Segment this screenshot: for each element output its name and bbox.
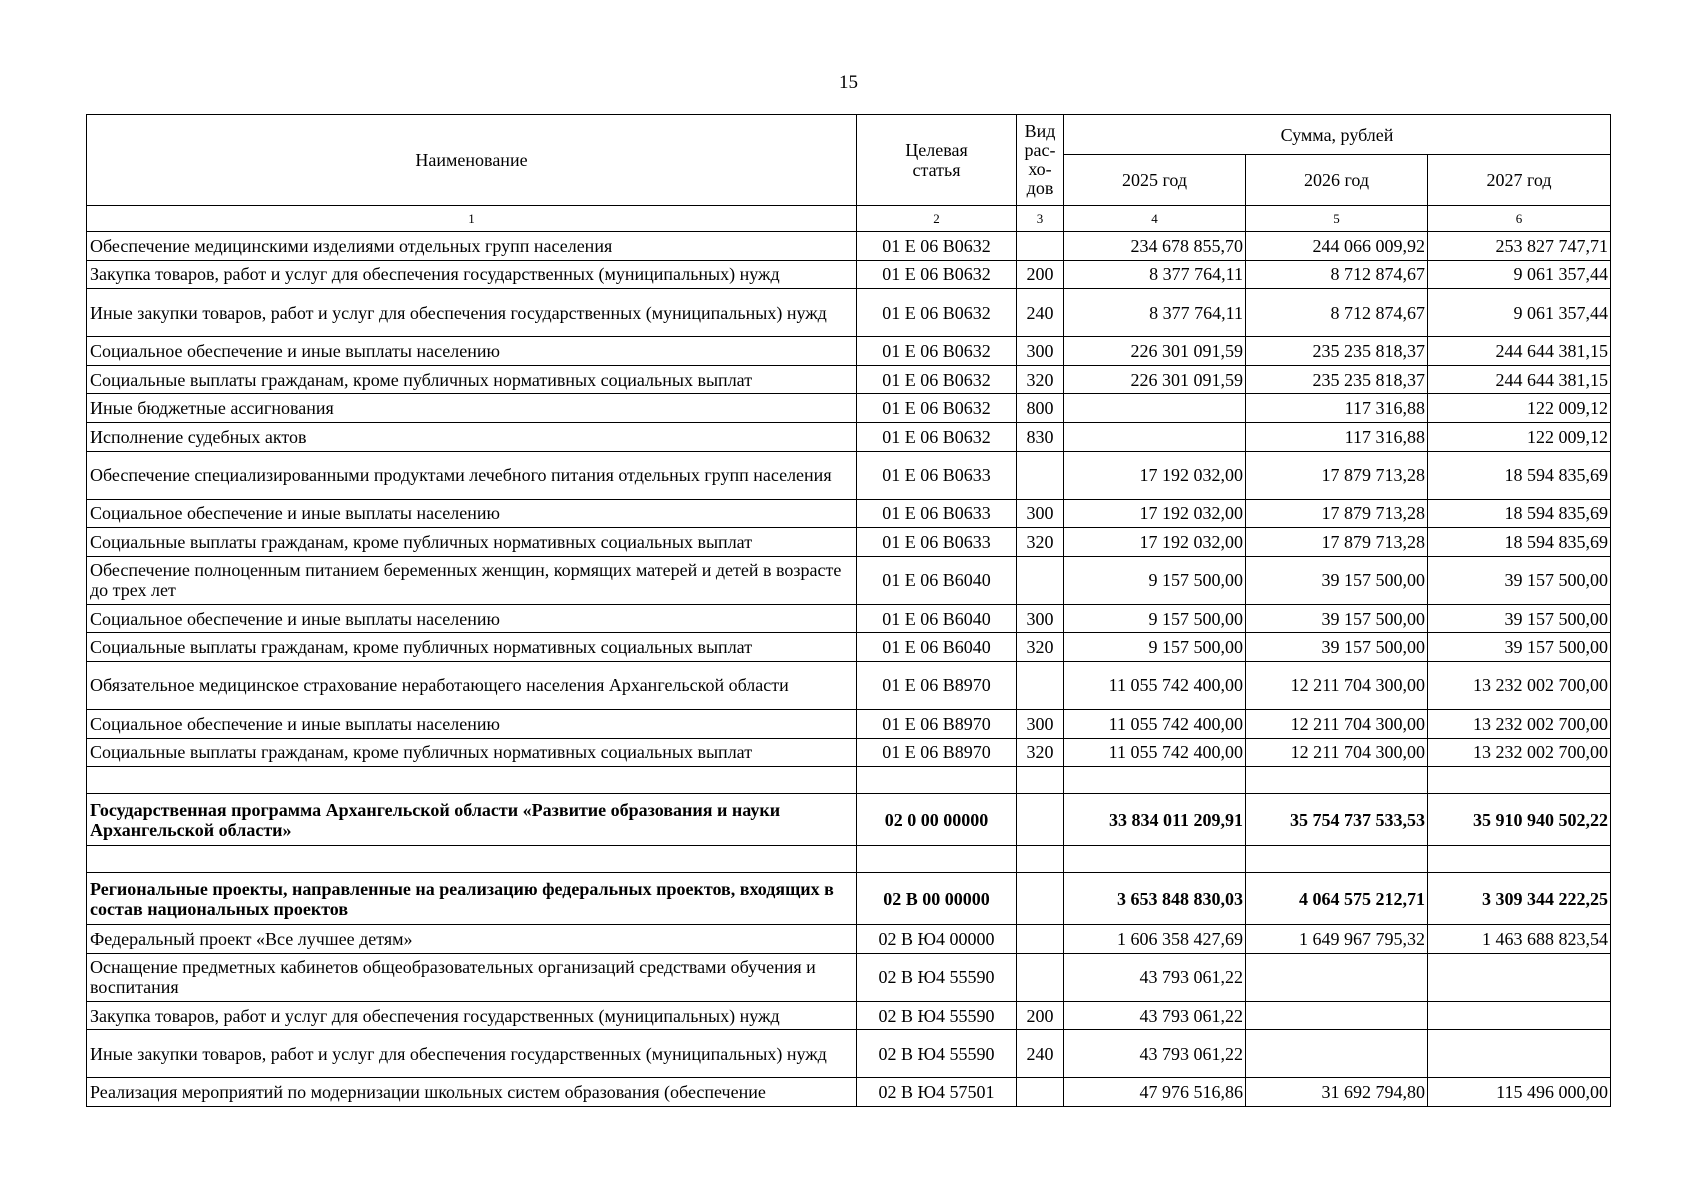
row-name: Социальное обеспечение и иные выплаты населению [87, 709, 857, 738]
row-target-code: 01 Е 06 В8970 [857, 738, 1017, 767]
row-sum-2027: 35 910 940 502,22 [1428, 794, 1611, 846]
row-sum-2027: 1 463 688 823,54 [1428, 925, 1611, 954]
row-target-code: 02 0 00 00000 [857, 794, 1017, 846]
row-expense-type: 800 [1017, 394, 1064, 423]
row-name: Обеспечение медицинскими изделиями отдельных групп населения [87, 232, 857, 261]
row-expense-type [1017, 232, 1064, 261]
table-row [87, 499, 1611, 528]
row-sum-2026: 39 157 500,00 [1246, 556, 1428, 604]
row-sum-2026: 12 211 704 300,00 [1246, 661, 1428, 709]
row-name: Социальные выплаты гражданам, кроме публичных нормативных социальных выплат [87, 633, 857, 662]
row-sum-2026: 17 879 713,28 [1246, 528, 1428, 557]
row-target-code: 01 Е 06 В0633 [857, 451, 1017, 499]
table-row [87, 794, 1611, 846]
row-name: Социальное обеспечение и иные выплаты населению [87, 499, 857, 528]
row-sum-2025: 8 377 764,11 [1064, 289, 1246, 337]
row-target-code: 01 Е 06 В0632 [857, 289, 1017, 337]
row-sum-2025 [1064, 422, 1246, 451]
row-name: Федеральный проект «Все лучшее детям» [87, 925, 857, 954]
header-target: Целевая статья [857, 115, 1017, 206]
row-expense-type: 830 [1017, 422, 1064, 451]
table-row [87, 232, 1611, 261]
row-expense-type: 240 [1017, 1030, 1064, 1078]
row-sum-2026: 8 712 874,67 [1246, 260, 1428, 289]
row-sum-2025: 8 377 764,11 [1064, 260, 1246, 289]
row-sum-2025: 9 157 500,00 [1064, 604, 1246, 633]
table-row [87, 451, 1611, 499]
row-name: Иные бюджетные ассигнования [87, 394, 857, 423]
budget-table [86, 114, 1611, 1107]
table-row [87, 846, 1611, 873]
row-expense-type: 320 [1017, 528, 1064, 557]
row-expense-type: 200 [1017, 1001, 1064, 1030]
row-sum-2027: 9 061 357,44 [1428, 289, 1611, 337]
row-expense-type [1017, 661, 1064, 709]
table-row [87, 633, 1611, 662]
row-sum-2027: 9 061 357,44 [1428, 260, 1611, 289]
row-sum-2027: 244 644 381,15 [1428, 337, 1611, 366]
row-sum-2025: 3 653 848 830,03 [1064, 873, 1246, 925]
row-expense-type: 320 [1017, 633, 1064, 662]
row-name: Региональные проекты, направленные на реализацию федеральных проектов, входящих в состав национальных проектов [87, 873, 857, 925]
row-sum-2025 [1064, 394, 1246, 423]
row-sum-2025: 1 606 358 427,69 [1064, 925, 1246, 954]
row-name: Обеспечение специализированными продуктами лечебного питания отдельных групп населения [87, 451, 857, 499]
row-sum-2025: 43 793 061,22 [1064, 1001, 1246, 1030]
row-sum-2025: 226 301 091,59 [1064, 365, 1246, 394]
row-sum-2027: 39 157 500,00 [1428, 633, 1611, 662]
row-sum-2026: 35 754 737 533,53 [1246, 794, 1428, 846]
table-row [87, 365, 1611, 394]
row-sum-2026: 12 211 704 300,00 [1246, 709, 1428, 738]
row-sum-2027 [1428, 1030, 1611, 1078]
row-expense-type [1017, 794, 1064, 846]
row-sum-2027: 18 594 835,69 [1428, 451, 1611, 499]
col-number: 5 [1246, 206, 1428, 232]
row-sum-2026 [1246, 767, 1428, 794]
row-target-code: 02 В Ю4 55590 [857, 953, 1017, 1001]
row-target-code: 01 Е 06 В6040 [857, 604, 1017, 633]
row-target-code: 01 Е 06 В0633 [857, 528, 1017, 557]
row-name: Обеспечение полноценным питанием беременных женщин, кормящих матерей и детей в возрасте до трех лет [87, 556, 857, 604]
row-name: Социальные выплаты гражданам, кроме публичных нормативных социальных выплат [87, 365, 857, 394]
table-row [87, 661, 1611, 709]
row-sum-2027: 122 009,12 [1428, 422, 1611, 451]
row-sum-2025: 11 055 742 400,00 [1064, 661, 1246, 709]
row-name [87, 846, 857, 873]
header-name: Наименование [87, 115, 857, 206]
row-sum-2025: 43 793 061,22 [1064, 953, 1246, 1001]
table-row [87, 289, 1611, 337]
row-name [87, 767, 857, 794]
row-sum-2026: 17 879 713,28 [1246, 451, 1428, 499]
row-target-code: 01 Е 06 В0632 [857, 394, 1017, 423]
row-sum-2027: 18 594 835,69 [1428, 499, 1611, 528]
row-name: Социальное обеспечение и иные выплаты населению [87, 604, 857, 633]
row-sum-2026: 4 064 575 212,71 [1246, 873, 1428, 925]
row-target-code: 01 Е 06 В0632 [857, 232, 1017, 261]
row-name: Обязательное медицинское страхование неработающего населения Архангельской области [87, 661, 857, 709]
row-target-code: 01 Е 06 В0633 [857, 499, 1017, 528]
row-sum-2027 [1428, 767, 1611, 794]
row-sum-2026 [1246, 1001, 1428, 1030]
table-row [87, 1001, 1611, 1030]
table-row [87, 1030, 1611, 1078]
row-name: Государственная программа Архангельской области «Развитие образования и науки Архангельской области» [87, 794, 857, 846]
col-number: 2 [857, 206, 1017, 232]
col-number: 3 [1017, 206, 1064, 232]
row-sum-2026: 1 649 967 795,32 [1246, 925, 1428, 954]
row-expense-type: 320 [1017, 365, 1064, 394]
row-sum-2027: 13 232 002 700,00 [1428, 709, 1611, 738]
table-row [87, 528, 1611, 557]
row-sum-2025: 9 157 500,00 [1064, 556, 1246, 604]
row-target-code: 01 Е 06 В0632 [857, 365, 1017, 394]
row-sum-2026 [1246, 953, 1428, 1001]
table-row [87, 873, 1611, 925]
row-sum-2027: 122 009,12 [1428, 394, 1611, 423]
row-sum-2026: 117 316,88 [1246, 394, 1428, 423]
header-sum: Сумма, рублей [1064, 115, 1611, 155]
row-name: Иные закупки товаров, работ и услуг для обеспечения государственных (муниципальных) нужд [87, 289, 857, 337]
row-name: Закупка товаров, работ и услуг для обеспечения государственных (муниципальных) нужд [87, 1001, 857, 1030]
row-sum-2025: 17 192 032,00 [1064, 499, 1246, 528]
row-sum-2025 [1064, 846, 1246, 873]
row-target-code: 02 В Ю4 55590 [857, 1001, 1017, 1030]
col-number: 4 [1064, 206, 1246, 232]
row-sum-2027: 244 644 381,15 [1428, 365, 1611, 394]
row-sum-2027: 39 157 500,00 [1428, 604, 1611, 633]
row-name: Иные закупки товаров, работ и услуг для обеспечения государственных (муниципальных) нужд [87, 1030, 857, 1078]
table-row [87, 767, 1611, 794]
row-sum-2025: 33 834 011 209,91 [1064, 794, 1246, 846]
row-target-code: 02 В Ю4 00000 [857, 925, 1017, 954]
row-target-code: 02 В 00 00000 [857, 873, 1017, 925]
row-sum-2025: 226 301 091,59 [1064, 337, 1246, 366]
header-2027: 2027 год [1428, 155, 1611, 206]
row-sum-2026: 39 157 500,00 [1246, 604, 1428, 633]
row-expense-type [1017, 767, 1064, 794]
table-row [87, 738, 1611, 767]
row-sum-2027 [1428, 953, 1611, 1001]
row-expense-type: 240 [1017, 289, 1064, 337]
row-target-code [857, 846, 1017, 873]
table-row [87, 556, 1611, 604]
row-expense-type [1017, 873, 1064, 925]
row-expense-type [1017, 846, 1064, 873]
row-target-code: 02 В Ю4 57501 [857, 1078, 1017, 1107]
table-row [87, 260, 1611, 289]
table-row [87, 925, 1611, 954]
row-target-code: 01 Е 06 В0632 [857, 337, 1017, 366]
row-sum-2026: 8 712 874,67 [1246, 289, 1428, 337]
row-name: Социальные выплаты гражданам, кроме публичных нормативных социальных выплат [87, 738, 857, 767]
row-target-code: 01 Е 06 В6040 [857, 633, 1017, 662]
row-sum-2026: 117 316,88 [1246, 422, 1428, 451]
row-sum-2027 [1428, 846, 1611, 873]
row-target-code [857, 767, 1017, 794]
table-row [87, 1078, 1611, 1107]
row-sum-2026: 235 235 818,37 [1246, 337, 1428, 366]
row-expense-type [1017, 451, 1064, 499]
row-expense-type [1017, 953, 1064, 1001]
row-sum-2025: 11 055 742 400,00 [1064, 738, 1246, 767]
table-row [87, 953, 1611, 1001]
page-number: 15 [839, 72, 858, 93]
col-number: 6 [1428, 206, 1611, 232]
row-expense-type: 300 [1017, 604, 1064, 633]
row-target-code: 01 Е 06 В8970 [857, 661, 1017, 709]
table-row [87, 422, 1611, 451]
table-row [87, 709, 1611, 738]
row-sum-2025: 17 192 032,00 [1064, 528, 1246, 557]
row-name: Закупка товаров, работ и услуг для обеспечения государственных (муниципальных) нужд [87, 260, 857, 289]
row-sum-2025 [1064, 767, 1246, 794]
row-sum-2027 [1428, 1001, 1611, 1030]
row-expense-type: 300 [1017, 499, 1064, 528]
row-target-code: 01 Е 06 В0632 [857, 422, 1017, 451]
row-sum-2025: 47 976 516,86 [1064, 1078, 1246, 1107]
table-row [87, 394, 1611, 423]
row-sum-2026: 39 157 500,00 [1246, 633, 1428, 662]
row-sum-2025: 234 678 855,70 [1064, 232, 1246, 261]
row-sum-2026: 244 066 009,92 [1246, 232, 1428, 261]
row-sum-2027: 115 496 000,00 [1428, 1078, 1611, 1107]
row-sum-2026 [1246, 846, 1428, 873]
row-expense-type [1017, 1078, 1064, 1107]
row-name: Реализация мероприятий по модернизации школьных систем образования (обеспечение [87, 1078, 857, 1107]
row-sum-2026: 31 692 794,80 [1246, 1078, 1428, 1107]
row-sum-2027: 13 232 002 700,00 [1428, 738, 1611, 767]
row-sum-2027: 3 309 344 222,25 [1428, 873, 1611, 925]
row-expense-type [1017, 556, 1064, 604]
row-sum-2026 [1246, 1030, 1428, 1078]
row-sum-2027: 13 232 002 700,00 [1428, 661, 1611, 709]
row-expense-type: 320 [1017, 738, 1064, 767]
table-row [87, 337, 1611, 366]
row-name: Социальные выплаты гражданам, кроме публичных нормативных социальных выплат [87, 528, 857, 557]
header-2026: 2026 год [1246, 155, 1428, 206]
row-sum-2026: 17 879 713,28 [1246, 499, 1428, 528]
row-expense-type: 300 [1017, 337, 1064, 366]
row-target-code: 01 Е 06 В0632 [857, 260, 1017, 289]
row-sum-2027: 253 827 747,71 [1428, 232, 1611, 261]
row-expense-type: 200 [1017, 260, 1064, 289]
row-name: Исполнение судебных актов [87, 422, 857, 451]
row-name: Оснащение предметных кабинетов общеобразовательных организаций средствами обучения и воспитания [87, 953, 857, 1001]
row-sum-2025: 11 055 742 400,00 [1064, 709, 1246, 738]
row-sum-2025: 43 793 061,22 [1064, 1030, 1246, 1078]
row-sum-2026: 12 211 704 300,00 [1246, 738, 1428, 767]
header-expense-type: Вид рас-хо-дов [1017, 115, 1064, 206]
row-expense-type: 300 [1017, 709, 1064, 738]
row-target-code: 02 В Ю4 55590 [857, 1030, 1017, 1078]
col-number: 1 [87, 206, 857, 232]
row-sum-2027: 39 157 500,00 [1428, 556, 1611, 604]
row-sum-2027: 18 594 835,69 [1428, 528, 1611, 557]
row-expense-type [1017, 925, 1064, 954]
row-sum-2025: 17 192 032,00 [1064, 451, 1246, 499]
row-name: Социальное обеспечение и иные выплаты населению [87, 337, 857, 366]
row-target-code: 01 Е 06 В8970 [857, 709, 1017, 738]
row-sum-2025: 9 157 500,00 [1064, 633, 1246, 662]
row-target-code: 01 Е 06 В6040 [857, 556, 1017, 604]
table-row [87, 604, 1611, 633]
row-sum-2026: 235 235 818,37 [1246, 365, 1428, 394]
header-2025: 2025 год [1064, 155, 1246, 206]
